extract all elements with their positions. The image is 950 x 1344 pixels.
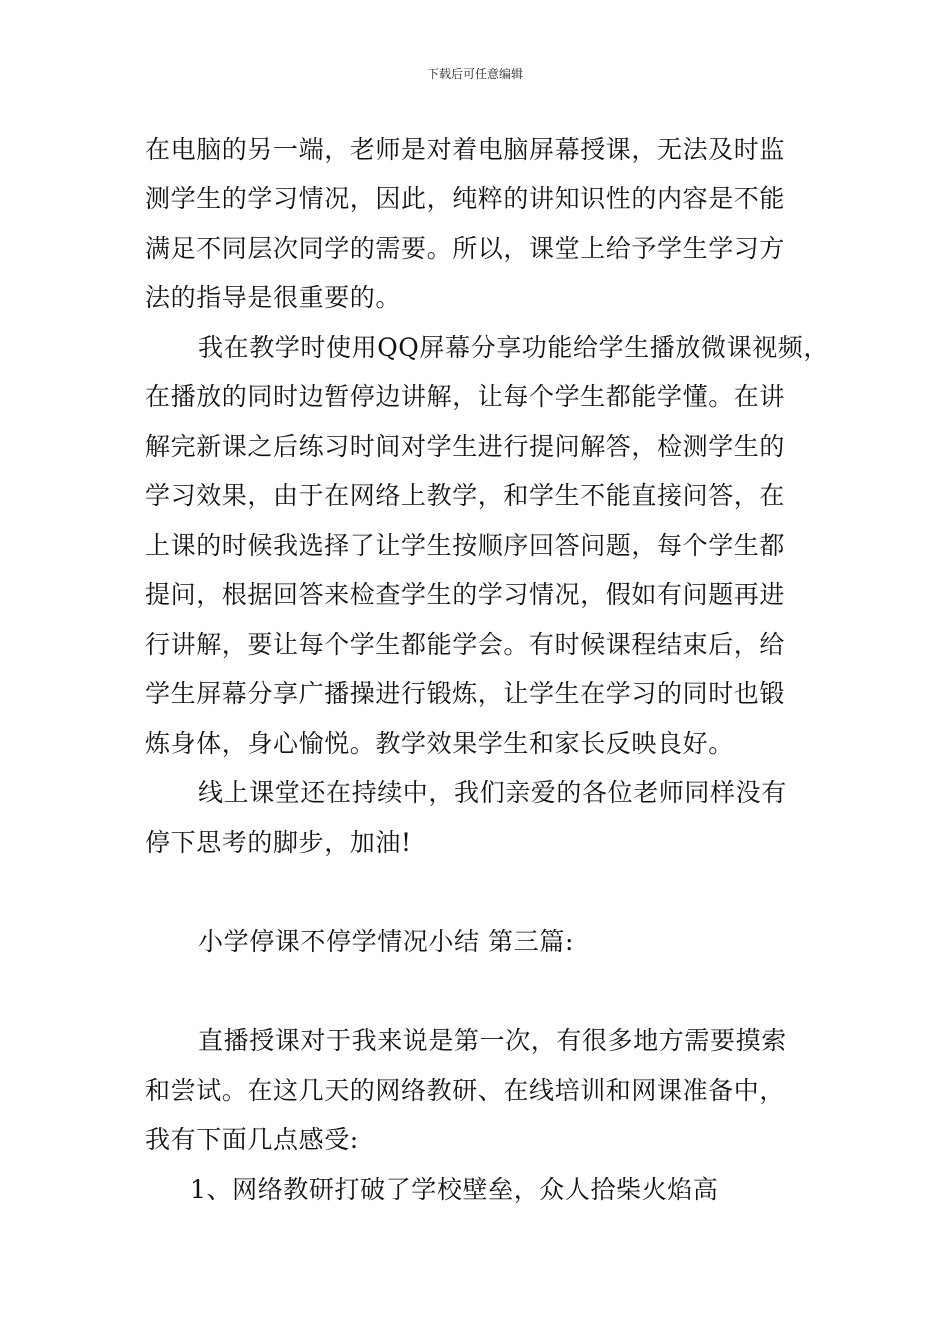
text-line: 行讲解，要让每个学生都能学会。有时候课程结束后，给 — [145, 630, 786, 659]
text-line: 停下思考的脚步，加油! — [145, 828, 412, 857]
text-line: 在电脑的另一端，老师是对着电脑屏幕授课，无法及时监 — [145, 135, 786, 164]
text-line: 我有下面几点感受: — [145, 1125, 359, 1154]
text-line: 学生屏幕分享广播操进行锻炼，让学生在学习的同时也锻 — [145, 679, 786, 708]
text-line: 学习效果，由于在网络上教学，和学生不能直接问答，在 — [145, 481, 786, 510]
text-line: 在播放的同时边暂停边讲解，让每个学生都能学懂。在讲 — [145, 382, 786, 411]
text-line: 线上课堂还在持续中，我们亲爱的各位老师同样没有 — [198, 778, 787, 807]
text-line: 解完新课之后练习时间对学生进行提问解答，检测学生的 — [145, 432, 786, 461]
text-line: 我在教学时使用QQ屏幕分享功能给学生播放微课视频， — [198, 333, 829, 362]
section-title: 小学停课不停学情况小结 第三篇: — [198, 927, 574, 956]
text-line: 测学生的学习情况，因此，纯粹的讲知识性的内容是不能 — [145, 184, 786, 213]
text-line: 炼身体，身心愉悦。教学效果学生和家长反映良好。 — [145, 729, 734, 758]
text-line: 满足不同层次同学的需要。所以，课堂上给予学生学习方 — [145, 234, 786, 263]
text-line: 提问，根据回答来检查学生的学习情况，假如有问题再进 — [145, 580, 786, 609]
text-line: 和尝试。在这几天的网络教研、在线培训和网课准备中， — [145, 1076, 786, 1105]
text-line: 上课的时候我选择了让学生按顺序回答问题，每个学生都 — [145, 531, 786, 560]
list-item: 1、网络教研打破了学校壁垒，众人拾柴火焰高 — [190, 1175, 719, 1204]
text-line: 直播授课对于我来说是第一次，有很多地方需要摸索 — [198, 1026, 787, 1055]
text-line: 法的指导是很重要的。 — [145, 283, 402, 312]
header-note: 下载后可任意编辑 — [426, 67, 523, 81]
